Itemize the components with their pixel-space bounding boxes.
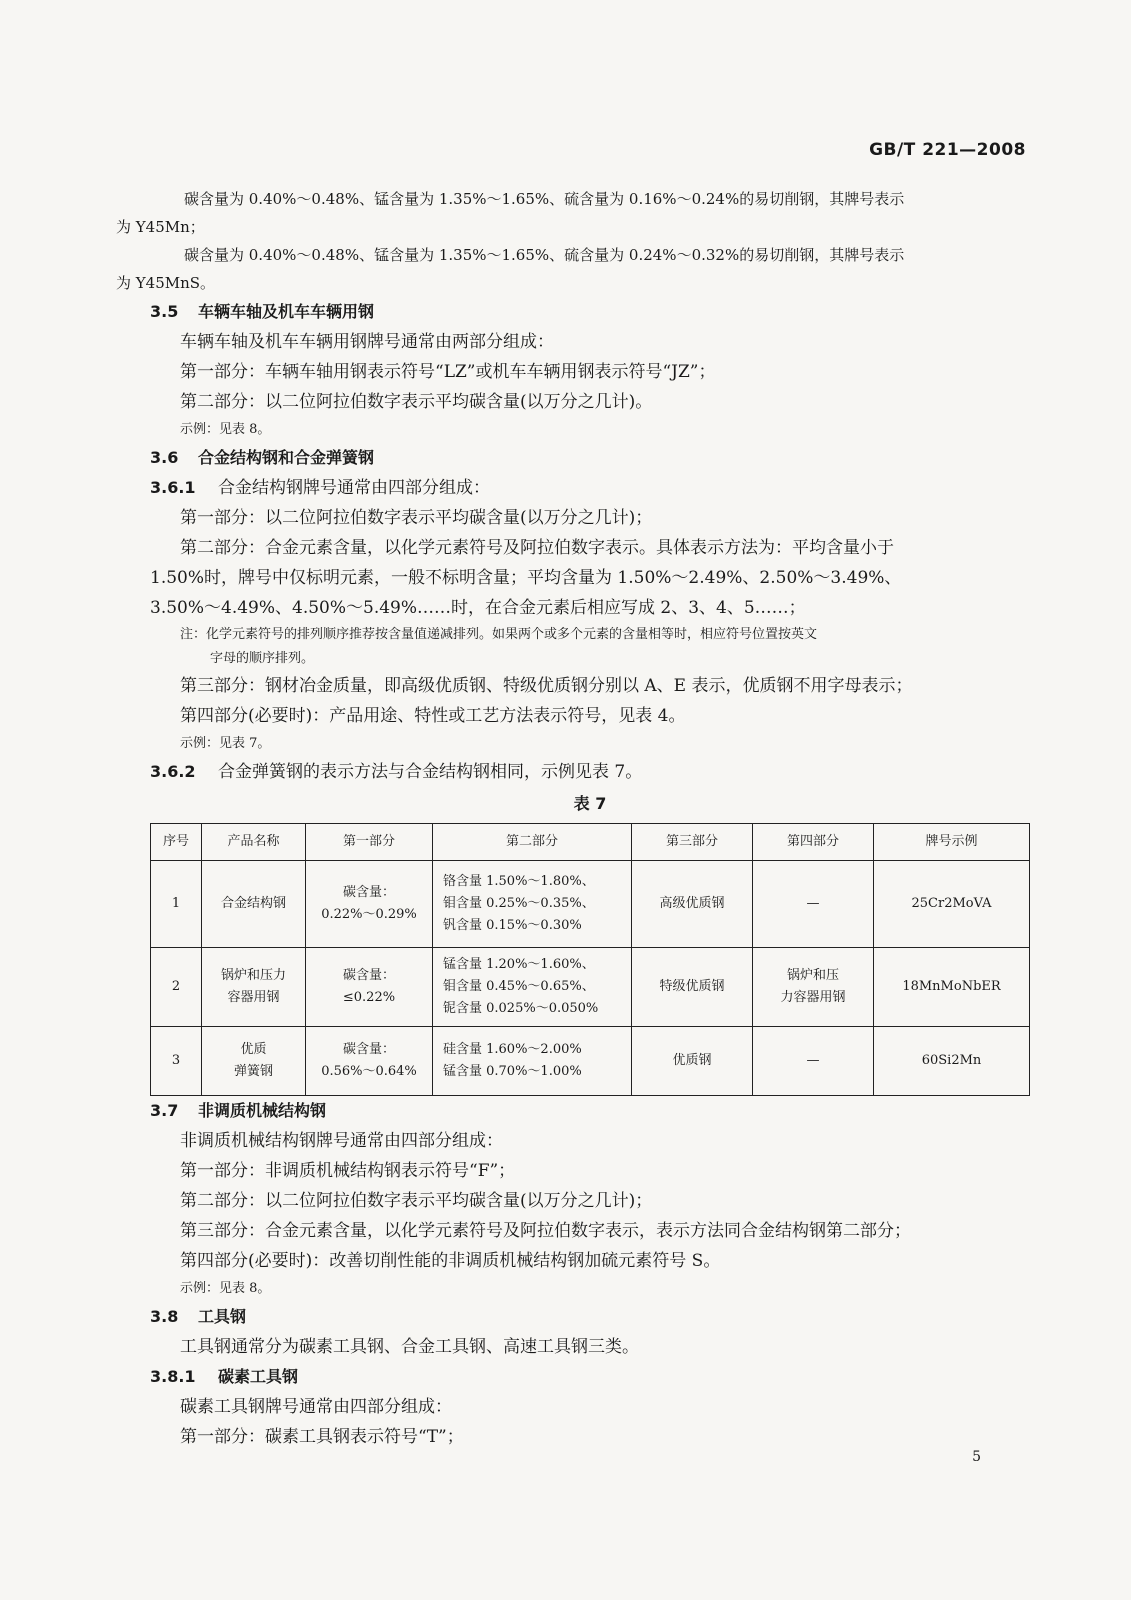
cell-example: 18MnMoNbER xyxy=(874,948,1030,1027)
standard-number: GB/T 221—2008 xyxy=(869,140,1026,160)
section-3-8-1-intro: 碳素工具钢牌号通常由四部分组成： xyxy=(180,1397,452,1417)
cell-example: 60Si2Mn xyxy=(874,1027,1030,1096)
header-cell: 第四部分 xyxy=(753,824,874,861)
cell-no: 3 xyxy=(151,1027,202,1096)
section-3-6-1-part2: 第二部分：合金元素含量，以化学元素符号及阿拉伯数字表示。具体表示方法为：平均含量小于 1.50%时，牌号中仅标明元素，一般不标明含量；平均含量为 1.50%～2.49%、2.50%～3.49%、 3.50%～4.49%、4.50%～5.49%……时，在合金元素后相应写成 2、3、4、5……； xyxy=(150,538,902,618)
section-3-6-1-part1: 第一部分：以二位阿拉伯数字表示平均碳含量(以万分之几计)； xyxy=(180,508,653,528)
cell-part3: 优质钢 xyxy=(632,1027,753,1096)
cell-name: 锅炉和压力 容器用钢 xyxy=(202,948,306,1027)
cell-name: 合金结构钢 xyxy=(202,861,306,948)
cell-part2: 铬含量 1.50%～1.80%、 钼含量 0.25%～0.35%、 钒含量 0.15%～0.30% xyxy=(433,861,632,948)
section-3-5-intro: 车辆车轴及机车车辆用钢牌号通常由两部分组成： xyxy=(180,332,554,352)
table-row xyxy=(151,948,1030,1027)
cell-part2: 硅含量 1.60%～2.00% 锰含量 0.70%～1.00% xyxy=(433,1027,632,1096)
cell-part1: 碳含量： ≤0.22% xyxy=(306,948,433,1027)
cell-part3: 特级优质钢 xyxy=(632,948,753,1027)
section-3-7-part3: 第三部分：合金元素含量，以化学元素符号及阿拉伯数字表示，表示方法同合金结构钢第二部分； xyxy=(180,1221,911,1241)
header-cell: 序号 xyxy=(151,824,202,861)
cell-part1: 碳含量： 0.22%～0.29% xyxy=(306,861,433,948)
section-3-8-1-heading: 3.8.1 碳素工具钢 xyxy=(150,1367,299,1386)
cell-part4: — xyxy=(753,1027,874,1096)
section-3-7-part4: 第四部分(必要时)：改善切削性能的非调质机械结构钢加硫元素符号 S。 xyxy=(180,1251,721,1271)
paragraph-y45mns: 碳含量为 0.40%～0.48%、锰含量为 1.35%～1.65%、硫含量为 0.24%～0.32%的易切削钢，其牌号表示 为 Y45MnS。 xyxy=(116,246,905,292)
section-3-7-part1: 第一部分：非调质机械结构钢表示符号“F”； xyxy=(180,1161,516,1181)
section-3-7-intro: 非调质机械结构钢牌号通常由四部分组成： xyxy=(180,1131,503,1151)
header-cell: 第三部分 xyxy=(632,824,753,861)
section-3-8-intro: 工具钢通常分为碳素工具钢、合金工具钢、高速工具钢三类。 xyxy=(180,1337,639,1357)
section-3-7-part2: 第二部分：以二位阿拉伯数字表示平均碳含量(以万分之几计)； xyxy=(180,1191,653,1211)
page-content xyxy=(116,185,1030,1452)
section-3-5-part1: 第一部分：车辆车轴用钢表示符号“LZ”或机车车辆用钢表示符号“JZ”； xyxy=(180,362,716,382)
header-cell: 牌号示例 xyxy=(874,824,1030,861)
cell-example: 25Cr2MoVA xyxy=(874,861,1030,948)
section-3-6-1-note: 注：化学元素符号的排列顺序推荐按含量值递减排列。如果两个或多个元素的含量相等时，相应符号位置按英文 字母的顺序排列。 xyxy=(180,627,818,666)
table-header-row xyxy=(151,824,1030,861)
paragraph-y45mn: 碳含量为 0.40%～0.48%、锰含量为 1.35%～1.65%、硫含量为 0.16%～0.24%的易切削钢，其牌号表示 为 Y45Mn； xyxy=(116,190,905,236)
cell-part4: — xyxy=(753,861,874,948)
table-row xyxy=(151,1027,1030,1096)
cell-no: 1 xyxy=(151,861,202,948)
cell-part3: 高级优质钢 xyxy=(632,861,753,948)
section-3-7-heading: 3.7 非调质机械结构钢 xyxy=(150,1101,327,1120)
section-3-8-1-part1: 第一部分：碳素工具钢表示符号“T”； xyxy=(180,1427,464,1447)
table-row xyxy=(151,861,1030,948)
section-3-6-1-example: 示例：见表 7。 xyxy=(180,736,271,751)
section-3-6-heading: 3.6 合金结构钢和合金弹簧钢 xyxy=(150,448,375,467)
section-3-7-example: 示例：见表 8。 xyxy=(180,1281,271,1296)
header-cell: 产品名称 xyxy=(202,824,306,861)
section-3-5-part2: 第二部分：以二位阿拉伯数字表示平均碳含量(以万分之几计)。 xyxy=(180,392,653,412)
cell-part4: 锅炉和压 力容器用钢 xyxy=(753,948,874,1027)
page-number: 5 xyxy=(972,1449,981,1465)
section-3-6-1-part3: 第三部分：钢材冶金质量，即高级优质钢、特级优质钢分别以 A、E 表示，优质钢不用字母表示； xyxy=(180,676,913,696)
cell-name: 优质 弹簧钢 xyxy=(202,1027,306,1096)
table-7 xyxy=(150,823,1030,1096)
header-cell: 第一部分 xyxy=(306,824,433,861)
section-3-8-heading: 3.8 工具钢 xyxy=(150,1307,247,1326)
section-3-5-heading: 3.5 车辆车轴及机车车辆用钢 xyxy=(150,302,375,321)
cell-no: 2 xyxy=(151,948,202,1027)
cell-part2: 锰含量 1.20%～1.60%、 钼含量 0.45%～0.65%、 铌含量 0.025%～0.050% xyxy=(433,948,632,1027)
section-3-6-2-heading: 3.6.2 合金弹簧钢的表示方法与合金结构钢相同，示例见表 7。 xyxy=(150,762,643,782)
section-3-6-1-heading: 3.6.1 合金结构钢牌号通常由四部分组成： xyxy=(150,478,490,498)
table-7-title: 表 7 xyxy=(573,794,607,813)
section-3-5-example: 示例：见表 8。 xyxy=(180,422,271,437)
cell-part1: 碳含量： 0.56%～0.64% xyxy=(306,1027,433,1096)
header-cell: 第二部分 xyxy=(433,824,632,861)
section-3-6-1-part4: 第四部分(必要时)：产品用途、特性或工艺方法表示符号，见表 4。 xyxy=(180,706,686,726)
